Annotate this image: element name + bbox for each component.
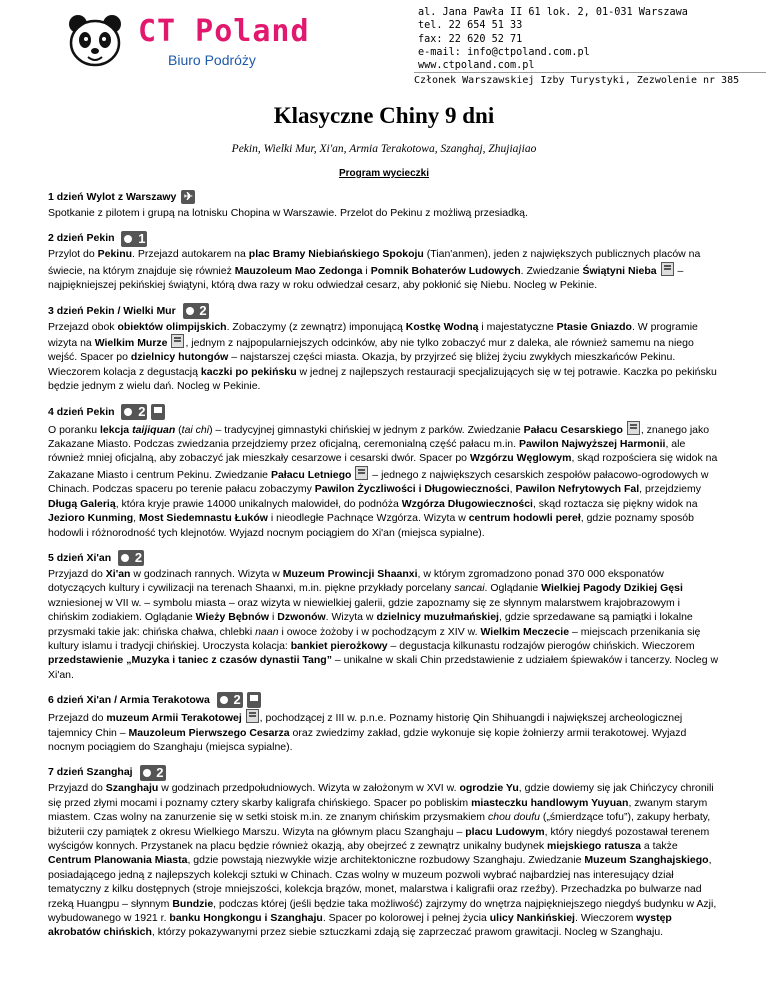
day-title	[48, 550, 722, 567]
contact-phone: tel. 22 654 51 33	[418, 20, 523, 32]
brand-name: CT Poland	[138, 14, 310, 49]
contact-block	[414, 6, 768, 86]
contact-website[interactable]: www.ctpoland.com.pl	[418, 60, 535, 72]
day-section	[48, 692, 722, 754]
meal-icon: 2	[217, 692, 243, 708]
day-description: Spotkanie z pilotem i grupą na lotnisku Chopina w Warszawie. Przelot do Pekinu z możliwą przesiadką.	[48, 207, 528, 219]
day-section	[48, 764, 722, 939]
ticket-icon	[171, 334, 184, 348]
page-title: Klasyczne Chiny 9 dni	[273, 103, 495, 128]
contact-address: al. Jana Pawła II 61 lok. 2, 01-031 Warszawa	[418, 7, 688, 18]
day-description: Przylot do Pekinu. Przejazd autokarem na plac Bramy Niebiańskiego Spokoju (Tian'anmen), jeden z największych publicznych placów na świecie, na którym znajduje się również Mauzoleum Mao Zedonga i Pomnik Bohaterów Ludowych. Zwiedzanie Świątyni Nieba – najpiękniejszej pekińskiej świątyni, którą dwa razy w roku odwiedzał cesarz, aby pokłonić się Niebu. Nocleg w Pekinie.	[48, 248, 701, 292]
day-title	[48, 189, 722, 206]
day-title-text: 3 dzień Pekin / Wielki Mur	[48, 304, 176, 317]
day-section	[48, 230, 722, 292]
train-icon	[151, 404, 165, 420]
day-description: O poranku lekcja taijiquan (tai chi) – tradycyjnej gimnastyki chińskiej w jednym z parków. Zwiedzanie Pałacu Cesarskiego , znanego jako Zakazane Miasto. Podczas zwiedzania przejdziemy przez oficjalną, ceremonialną część pałacu m.in. Pawilon Najwyższej Harmonii, ale również mniej oficjalną, aby zobaczyć jak mieszkały cesarzowe i cesarski dwór. Spacer po Wzgórzu Węglowym, skąd rozpościera się widok na Zakazane Miasto i centrum Pekinu. Zwiedzanie Pałacu Letniego – jednego z największych cesarskich zespołów pałacowo-ogrodowych w Chinach. Podczas spaceru po terenie pałacu zobaczymy Pawilon Życzliwości i Długowieczności, Pawilon Nefrytowych Fal, przejdziemy Długą Galerią, która kryje prawie 14000 unikalnych malowideł, do podnóża Wzgórza Długowieczności, skąd roztacza się piękny widok na Jezioro Kunming, Most Siedemnastu Łuków i nieodległe Pachnące Wzgórza. Wizyta w centrum hodowli pereł, gdzie poznamy sposób hodowli i różnorodność tych klejnotów. Wyjazd nocnym pociągiem do Xi'an (miejsca sypialne).	[48, 421, 722, 540]
day-title-text: 6 dzień Xi'an / Armia Terakotowa	[48, 694, 210, 707]
contact-fax: fax: 22 620 52 71	[418, 33, 523, 45]
day-description: Przyjazd do Szanghaju w godzinach przedpołudniowych. Wizyta w założonym w XVI w. ogrodzie Yu, gdzie dowiemy się jak Chińczycy chronili się przed złymi mocami i poznamy cztery skarby kaligrafa chińskiego. Spacer po pobliskim miasteczku handlowym Yuyuan, zwanym starym miastem. Czas wolny na zanurzenie się w setki stoisk m.in. ze znanym chińskim przysmakiem chou doufu („śmierdzące tofu”), zakupy herbaty, biżuterii czy pamiątek z okresu Wielkiego Marszu. Wizyta na głównym placu Szanghaju – placu Ludowym, który niegdyś pozostawał terenem wyścigów konnych. Przystanek na placu będzie również okazją, aby obejrzeć z zewnątrz unikalny budynek miejskiego ratusza a także Centrum Planowania Miasta, gdzie powstają niezwykłe wizje architektoniczne rozbudowy Szanghaju. Zwiedzanie Muzeum Szanghajskiego, posiadającego jedną z najlepszych kolekcji sztuki w Chinach. Czas wolny w muzeum pozwoli wybrać najbardziej nas interesujący dział tematyczny z kilku dostępnych (stroje mniejszości, kolekcja brązów, monet, malarstwa i kaligrafii oraz rzeźby). Przechadzka po bulwarze nad rzeką Huangpu – słynnym Bundzie, podczas której (jeśli będzie taka możliwość) zajrzymy do wnętrza najpiękniejszego niegdyś budynku w Azji, wybudowanego w 1921 r. banku Hongkongu i Szanghaju. Spacer po kolorowej i pełnej życia ulicy Nankińskiej. Wieczorem występ akrobatów chińskich, którzy pokazywanymi przez siebie sztuczkami zdają się zaprzeczać prawom grawitacji. Nocleg w Szanghaju.	[48, 782, 717, 939]
day-section	[48, 550, 722, 682]
day-section	[48, 303, 722, 394]
day-title	[48, 230, 722, 247]
day-description: Przejazd obok obiektów olimpijskich. Zobaczymy (z zewnątrz) imponującą Kostkę Wodną i majestatyczne Ptasie Gniazdo. W programie wizyta na Wielkim Murze , jednym z najpopularniejszych odcinków, aby nie tylko zobaczyć mur z daleka, ale również samemu na niego wejść. Spacer po dzielnicy hutongów – najstarszej części miasta. Okazja, by przyjrzeć się bliżej życiu zwykłych mieszkańców Pekinu. Wieczorem kolacja z degustacją kaczki po pekińsku w jednej z najlepszych restauracji specjalizujących się w tej potrawie. Kaczka po pekińsku będzie jednym z wielu dań. Nocleg w Pekinie.	[48, 320, 717, 393]
day-title-text: 7 dzień Szanghaj	[48, 766, 133, 779]
contact-email[interactable]: e-mail: info@ctpoland.com.pl	[418, 46, 590, 58]
day-title	[48, 404, 722, 421]
logo	[66, 10, 310, 70]
plane-icon: ✈	[181, 190, 195, 204]
meal-icon: 2	[183, 303, 209, 319]
day-title	[48, 692, 722, 709]
day-section	[48, 189, 722, 220]
day-title-text: 4 dzień Pekin	[48, 405, 115, 418]
day-title-text: 5 dzień Xi'an	[48, 551, 112, 564]
day-description: Przejazd do muzeum Armii Terakotowej , pochodzącej z III w. p.n.e. Poznamy historię Qin Shihuangdi i największej archeologicznej tajemnicy Chin – Mauzoleum Pierwszego Cesarza oraz zwiedzimy zakład, gdzie wykonuje się kopie żołnierzy armii terakotowej. Wyjazd nocnym pociągiem do Szanghaju (miejsca sypialne).	[48, 709, 722, 754]
ticket-icon	[355, 466, 368, 480]
header	[0, 0, 768, 92]
itinerary	[48, 189, 722, 950]
ticket-icon	[627, 421, 640, 435]
meal-icon: 1	[121, 231, 147, 247]
program-heading: Program wycieczki	[338, 168, 430, 179]
day-title-text: 1 dzień Wylot z Warszawy	[48, 191, 177, 203]
day-title	[48, 303, 722, 320]
train-icon	[247, 692, 261, 708]
day-section	[48, 404, 722, 540]
membership-note: Członek Warszawskiej Izby Turystyki, Zezwolenie nr 385	[414, 72, 766, 87]
page-subtitle: Pekin, Wielki Mur, Xi'an, Armia Terakotowa, Szanghaj, Zhujiajiao	[231, 143, 537, 155]
day-title	[48, 764, 722, 781]
meal-icon: 2	[121, 404, 147, 420]
brand-subtitle: Biuro Podróży	[168, 52, 256, 68]
day-title-text: 2 dzień Pekin	[48, 232, 115, 245]
ticket-icon	[661, 262, 674, 276]
day-description: Przyjazd do Xi'an w godzinach rannych. Wizyta w Muzeum Prowincji Shaanxi, w którym zgromadzono ponad 370 000 eksponatów dotyczących kultury i cywilizacji na terenach Shaanxi, m.in. piękne przykłady porcelany sancai. Oglądanie Wielkiej Pagody Dzikiej Gęsi wzniesionej w VII w. – symbolu miasta – oraz wizyta w niewielkiej galerii, gdzie zapoznamy się ze słynnym malarstwem krajobrazowym i chińskim zodiakiem. Oglądanie Wieży Bębnów i Dzwonów. Wizyta w dzielnicy muzułmańskiej, gdzie sprzedawane są pamiątki i lokalne przysmaki takie jak: chińska chałwa, chlebki naan i owoce żożoby i w pochodzącym z XIV w. Wielkim Meczecie – miejscach przenikania się kultury islamu i tradycji chińskiej. Uroczysta kolacja: bankiet pierożkowy – degustacja kilkunastu rodzajów pierogów chińskich. Wieczorem przedstawienie „Muzyka i taniec z czasów dynastii Tang” – unikalne w skali Chin przedstawienie z udziałem śpiewaków i tancerzy. Nocleg w Xi'an.	[48, 567, 719, 681]
panda-icon	[66, 14, 124, 70]
ticket-icon	[246, 709, 259, 723]
meal-icon: 2	[140, 765, 166, 781]
meal-icon: 2	[118, 550, 144, 566]
